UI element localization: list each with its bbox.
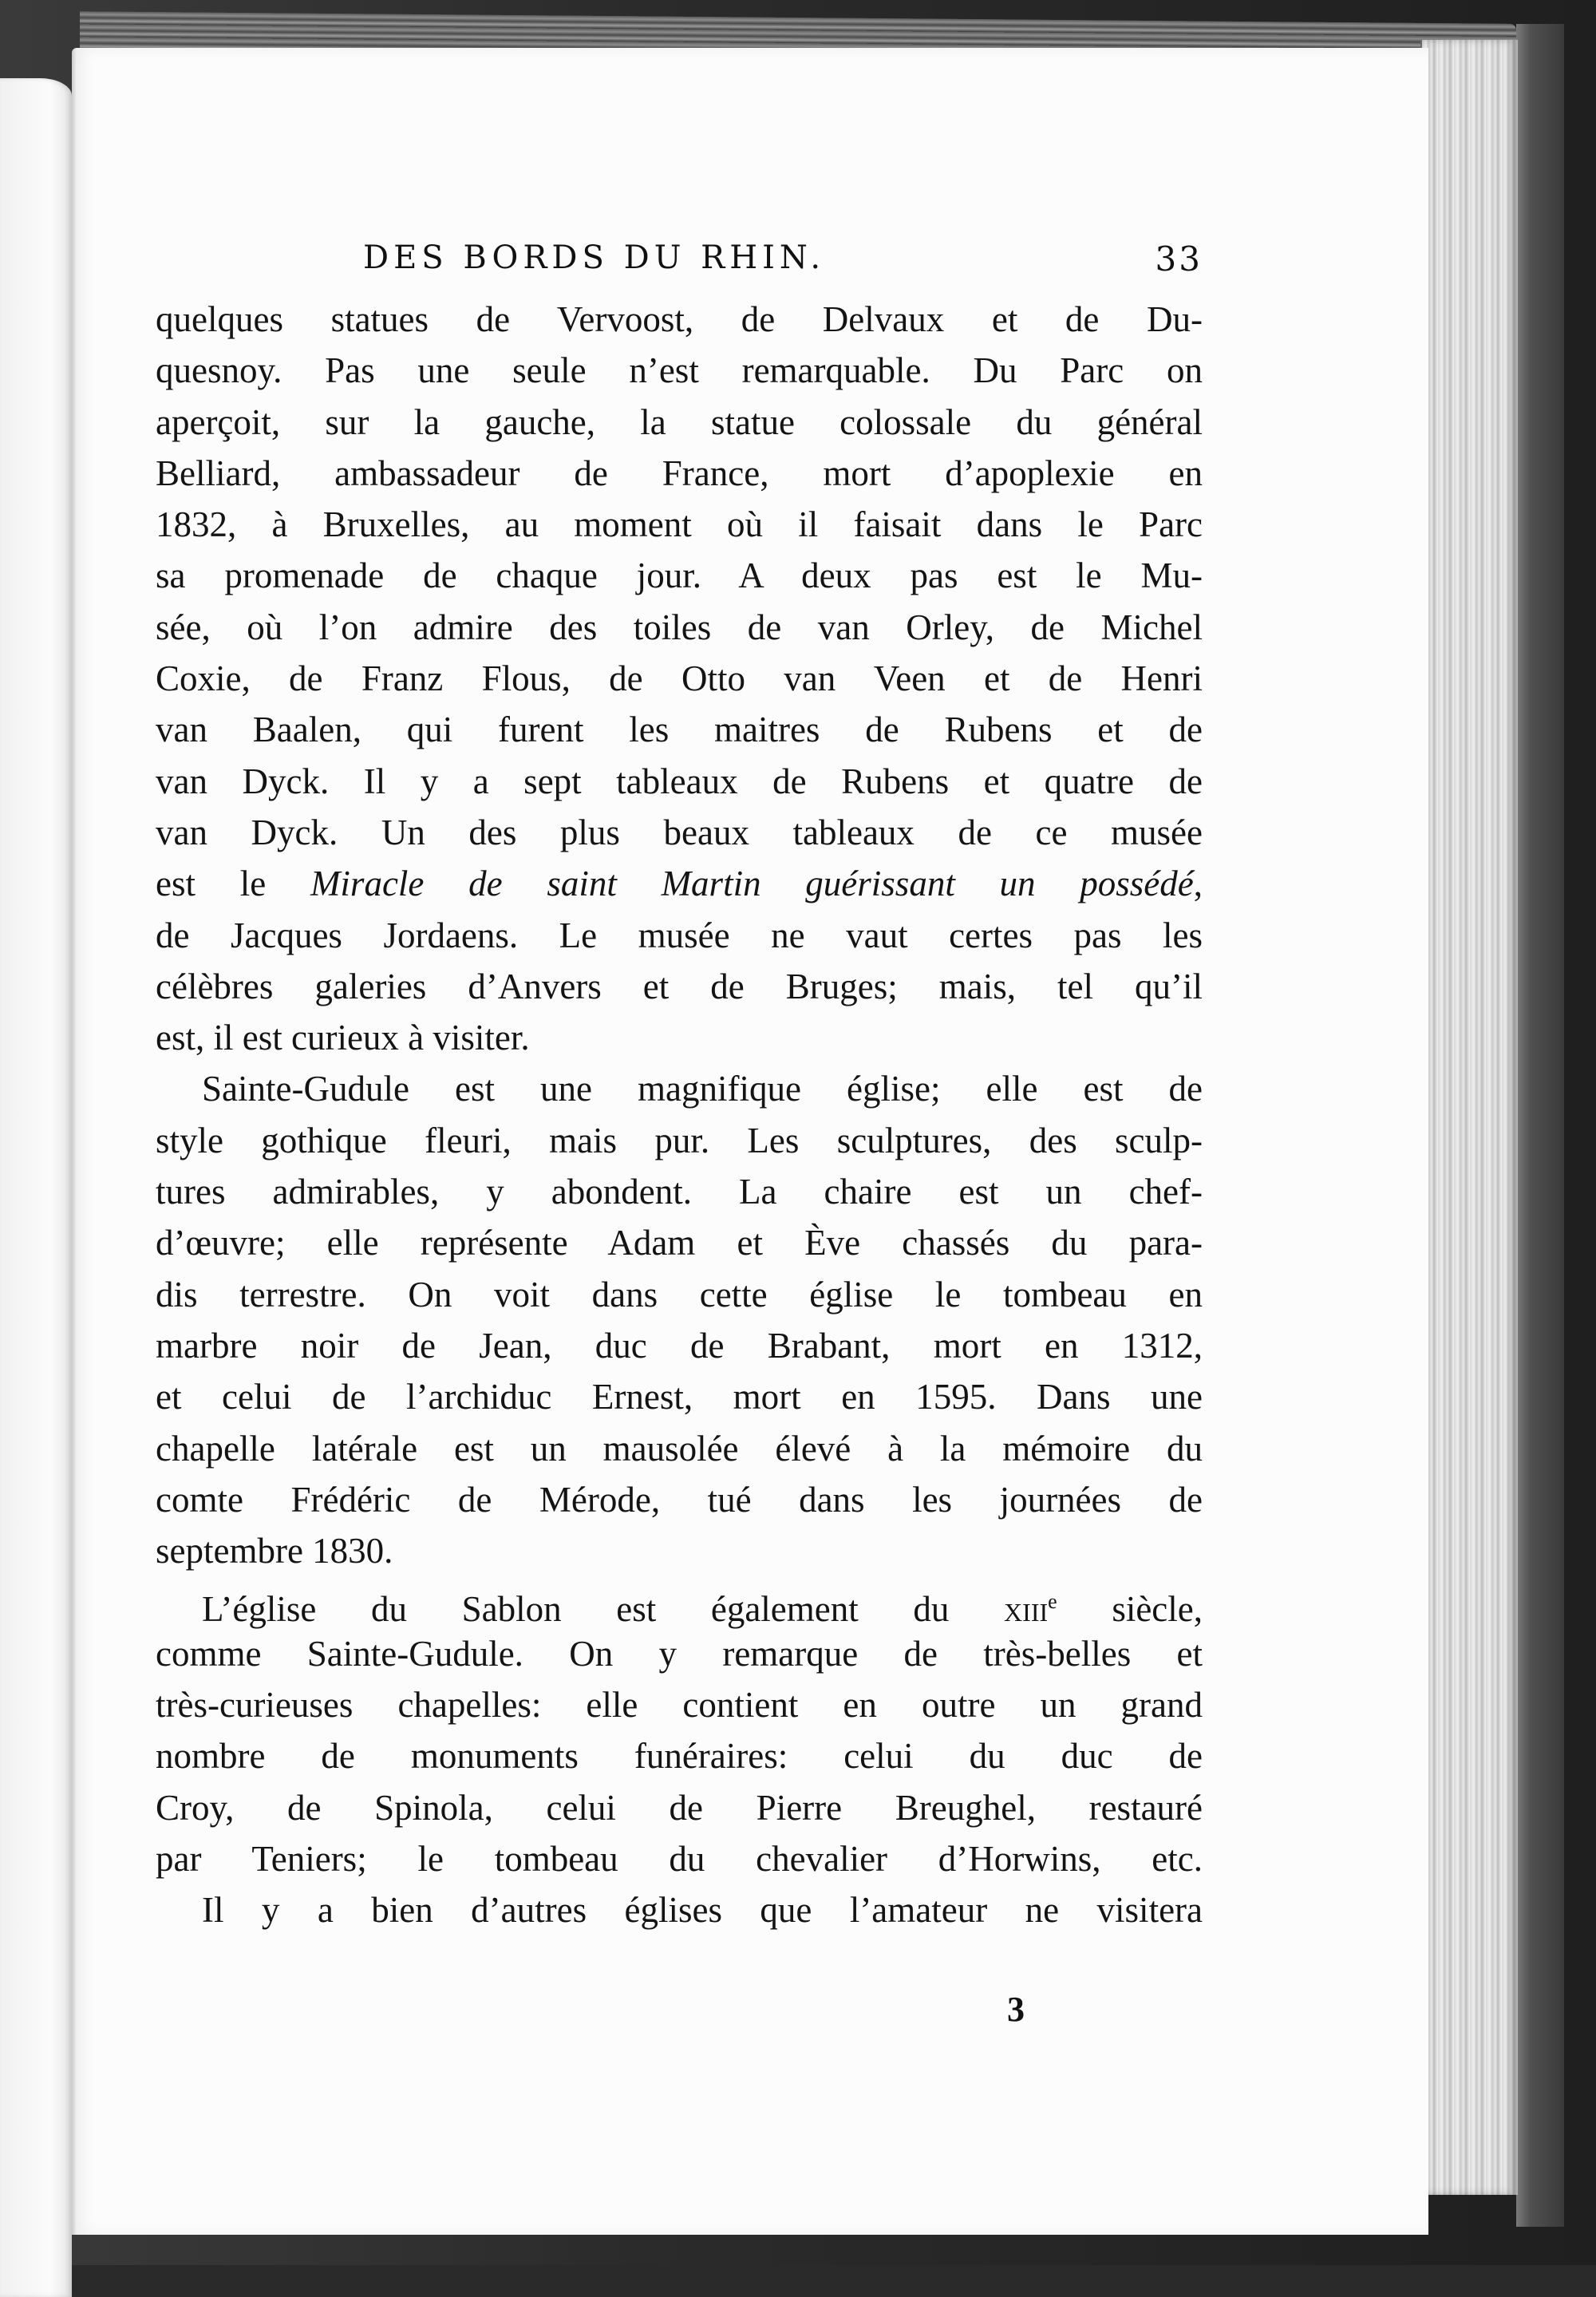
text-line: aperçoit, sur la gauche, la statue colossale du général — [156, 401, 1203, 442]
page-edges-stack — [1420, 40, 1518, 2195]
artwork-title: Miracle de saint Martin guérissant un possédé — [310, 864, 1194, 904]
text-line: très-curieuses chapelles: elle contient en outre un grand — [156, 1685, 1203, 1726]
text-line: Sainte-Gudule est une magnifique église; elle est de — [202, 1069, 1203, 1109]
text-line: célèbres galeries d’Anvers et de Bruges; mais, tel qu’il — [156, 966, 1203, 1006]
running-head — [156, 239, 1203, 287]
text-line: tures admirables, y abondent. La chaire est un chef- — [156, 1172, 1203, 1212]
text-line: Coxie, de Franz Flous, de Otto van Veen et de Henri — [156, 658, 1203, 699]
text-run: siècle, — [1057, 1589, 1203, 1630]
body-text — [156, 294, 1203, 1936]
text-line — [156, 1576, 1203, 1630]
superscript: e — [1048, 1590, 1057, 1614]
text-line: comme Sainte-Gudule. On y remarque de très-belles et — [156, 1633, 1203, 1674]
text-line: d’œuvre; elle représente Adam et Ève chassés du para- — [156, 1223, 1203, 1263]
text-line: Il y a bien d’autres églises que l’amateur ne visitera — [202, 1890, 1203, 1931]
text-run: L’église du Sablon est également du — [202, 1589, 1005, 1630]
text-line: van Baalen, qui furent les maitres de Rubens et de — [156, 710, 1203, 750]
running-head-title: DES BORDS DU RHIN. — [363, 239, 826, 276]
text-line — [156, 858, 1203, 909]
text-line: dis terrestre. On voit dans cette église le tombeau en — [156, 1274, 1203, 1315]
text-line: Belliard, ambassadeur de France, mort d’apoplexie en — [156, 453, 1203, 493]
signature-mark: 3 — [1007, 1990, 1025, 2029]
text-line: style gothique fleuri, mais pur. Les sculptures, des sculp- — [156, 1120, 1203, 1160]
text-line: van Dyck. Il y a sept tableaux de Rubens et quatre de — [156, 761, 1203, 801]
text-line: comte Frédéric de Mérode, tué dans les journées de — [156, 1479, 1203, 1520]
century-numeral: xiii — [1004, 1589, 1049, 1630]
book-cover-edge — [1516, 24, 1564, 2227]
text-line: de Jacques Jordaens. Le musée ne vaut certes pas les — [156, 915, 1203, 955]
text-line: nombre de monuments funéraires: celui du duc de — [156, 1736, 1203, 1777]
text-run: est le — [156, 864, 310, 904]
text-line: septembre 1830. — [156, 1531, 393, 1572]
text-line: van Dyck. Un des plus beaux tableaux de ce musée — [156, 812, 1203, 852]
text-line: est, il est curieux à visiter. — [156, 1018, 530, 1058]
text-line: quelques statues de Vervoost, de Delvaux et de Du- — [156, 299, 1203, 339]
text-run: , — [1193, 864, 1203, 904]
text-line: sée, où l’on admire des toiles de van Orley, de Michel — [156, 607, 1203, 647]
text-line: marbre noir de Jean, duc de Brabant, mort en 1312, — [156, 1325, 1203, 1366]
facing-page-edge — [0, 78, 72, 2297]
text-line: chapelle latérale est un mausolée élevé à la mémoire du — [156, 1428, 1203, 1469]
text-line: Croy, de Spinola, celui de Pierre Breughel, restauré — [156, 1787, 1203, 1828]
text-line: par Teniers; le tombeau du chevalier d’Horwins, etc. — [156, 1838, 1203, 1879]
text-line: et celui de l’archiduc Ernest, mort en 1595. Dans une — [156, 1377, 1203, 1417]
page-number: 33 — [1155, 239, 1203, 279]
text-line: quesnoy. Pas une seule n’est remarquable. Du Parc on — [156, 350, 1203, 391]
text-line: sa promenade de chaque jour. A deux pas est le Mu- — [156, 555, 1203, 596]
text-line: 1832, à Bruxelles, au moment où il faisait dans le Parc — [156, 504, 1203, 545]
